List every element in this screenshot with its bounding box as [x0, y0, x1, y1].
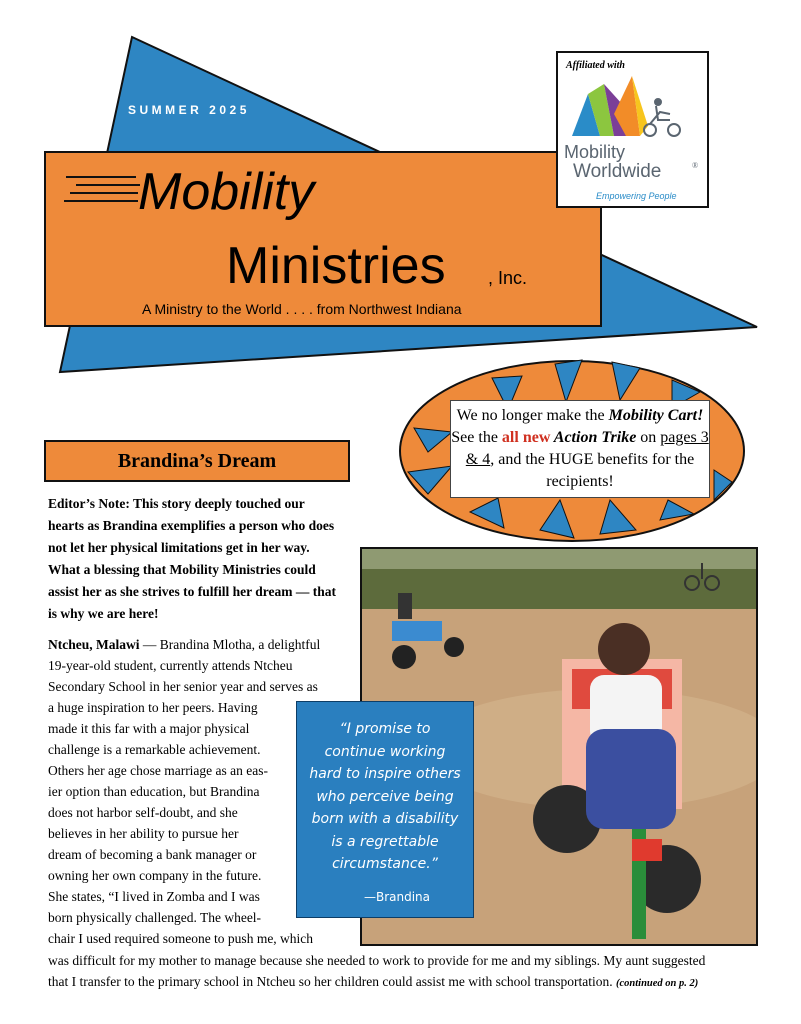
quote-line: circumstance.” — [332, 856, 438, 872]
promo-text: on — [636, 429, 661, 446]
issue-season: SUMMER 2025 — [128, 103, 250, 117]
body-line: Others her age chose marriage as an eas- — [48, 763, 269, 778]
body-line: dream of becoming a bank manager or — [48, 847, 257, 862]
promo-text: See the — [451, 429, 502, 446]
continued-note: (continued on p. 2) — [616, 978, 699, 989]
speed-line — [70, 192, 138, 194]
quote-attribution: —Brandina — [363, 890, 431, 904]
promo-mobility-cart: Mobility Cart! — [608, 407, 704, 424]
masthead-title-ministries: Ministries — [226, 237, 446, 295]
body-line: does not harbor self-doubt, and she — [48, 805, 238, 820]
body-line: that I transfer to the primary school in Ntcheu so her children could assist me with school transportation. (continued on p. 2) — [48, 974, 699, 989]
mobility-worldwide-logo-mark — [570, 74, 682, 140]
logo-word-worldwide: Worldwide — [573, 161, 662, 182]
promo-text: , and the HUGE benefits for the recipients! — [490, 451, 695, 490]
body-line: made it this far with a major physical — [48, 721, 250, 736]
editor-note: Editor’s Note: This story deeply touched our hearts as Brandina exemplifies a person who does not let her physical limitations get in her way. What a blessing that Mobility Ministries could assist her as she strives to fulfill her dream — that is why we are here! — [48, 496, 336, 621]
logo-word-mobility: Mobility — [564, 142, 626, 162]
body-line: 19-year-old student, currently attends Ntcheu — [48, 658, 293, 673]
quote-line: is a regrettable — [331, 833, 439, 850]
body-line: a huge inspiration to her peers. Having — [48, 700, 258, 715]
body-line: Ntcheu, Malawi — Brandina Mlotha, a delightful — [48, 637, 321, 652]
dateline: Ntcheu, Malawi — [48, 637, 140, 652]
body-line: believes in her ability to pursue her — [48, 826, 239, 841]
body-line: Secondary School in her senior year and serves as — [48, 679, 318, 694]
article-headline: Brandina’s Dream — [44, 440, 350, 482]
quote-line: who perceive being — [316, 788, 454, 805]
logo-registered-mark: ® — [692, 161, 699, 170]
logo-affiliated-text: Affiliated with — [566, 60, 625, 71]
wheelchair-trike-icon — [644, 99, 680, 136]
masthead-title-mobility: Mobility — [138, 163, 315, 221]
logo-tagline: Empowering People — [596, 191, 677, 201]
promo-action-trike: Action Trike — [550, 429, 637, 446]
body-line: was difficult for my mother to manage because she needed to work to provide for me and my siblings. My aunt suggested — [48, 953, 706, 968]
body-line: chair I used required someone to push me, which — [48, 931, 314, 946]
body-line: ier option than education, but Brandina — [48, 784, 260, 799]
quote-line: “I promise to — [339, 721, 431, 737]
body-line: owning her own company in the future. — [48, 868, 262, 883]
speed-line — [64, 200, 138, 202]
masthead-title-suffix: , Inc. — [488, 268, 528, 288]
speed-line — [76, 184, 140, 186]
speed-line — [66, 176, 136, 178]
promo-text: We no longer make the — [456, 407, 609, 424]
pull-quote — [296, 701, 474, 918]
body-line: challenge is a remarkable achievement. — [48, 742, 261, 757]
promo-callout — [450, 400, 710, 498]
quote-line: hard to inspire others — [309, 766, 461, 782]
body-line: She states, “I lived in Zomba and I was — [48, 889, 260, 904]
masthead-tagline: A Ministry to the World . . . . from Northwest Indiana — [142, 301, 462, 317]
body-line: born physically challenged. The wheel- — [48, 910, 262, 925]
quote-line: continue working — [324, 743, 446, 760]
promo-all-new: all new — [501, 429, 551, 446]
quote-line: born with a disability — [311, 811, 459, 827]
promo-pages-link[interactable]: pages 3 & 4 — [465, 429, 709, 468]
